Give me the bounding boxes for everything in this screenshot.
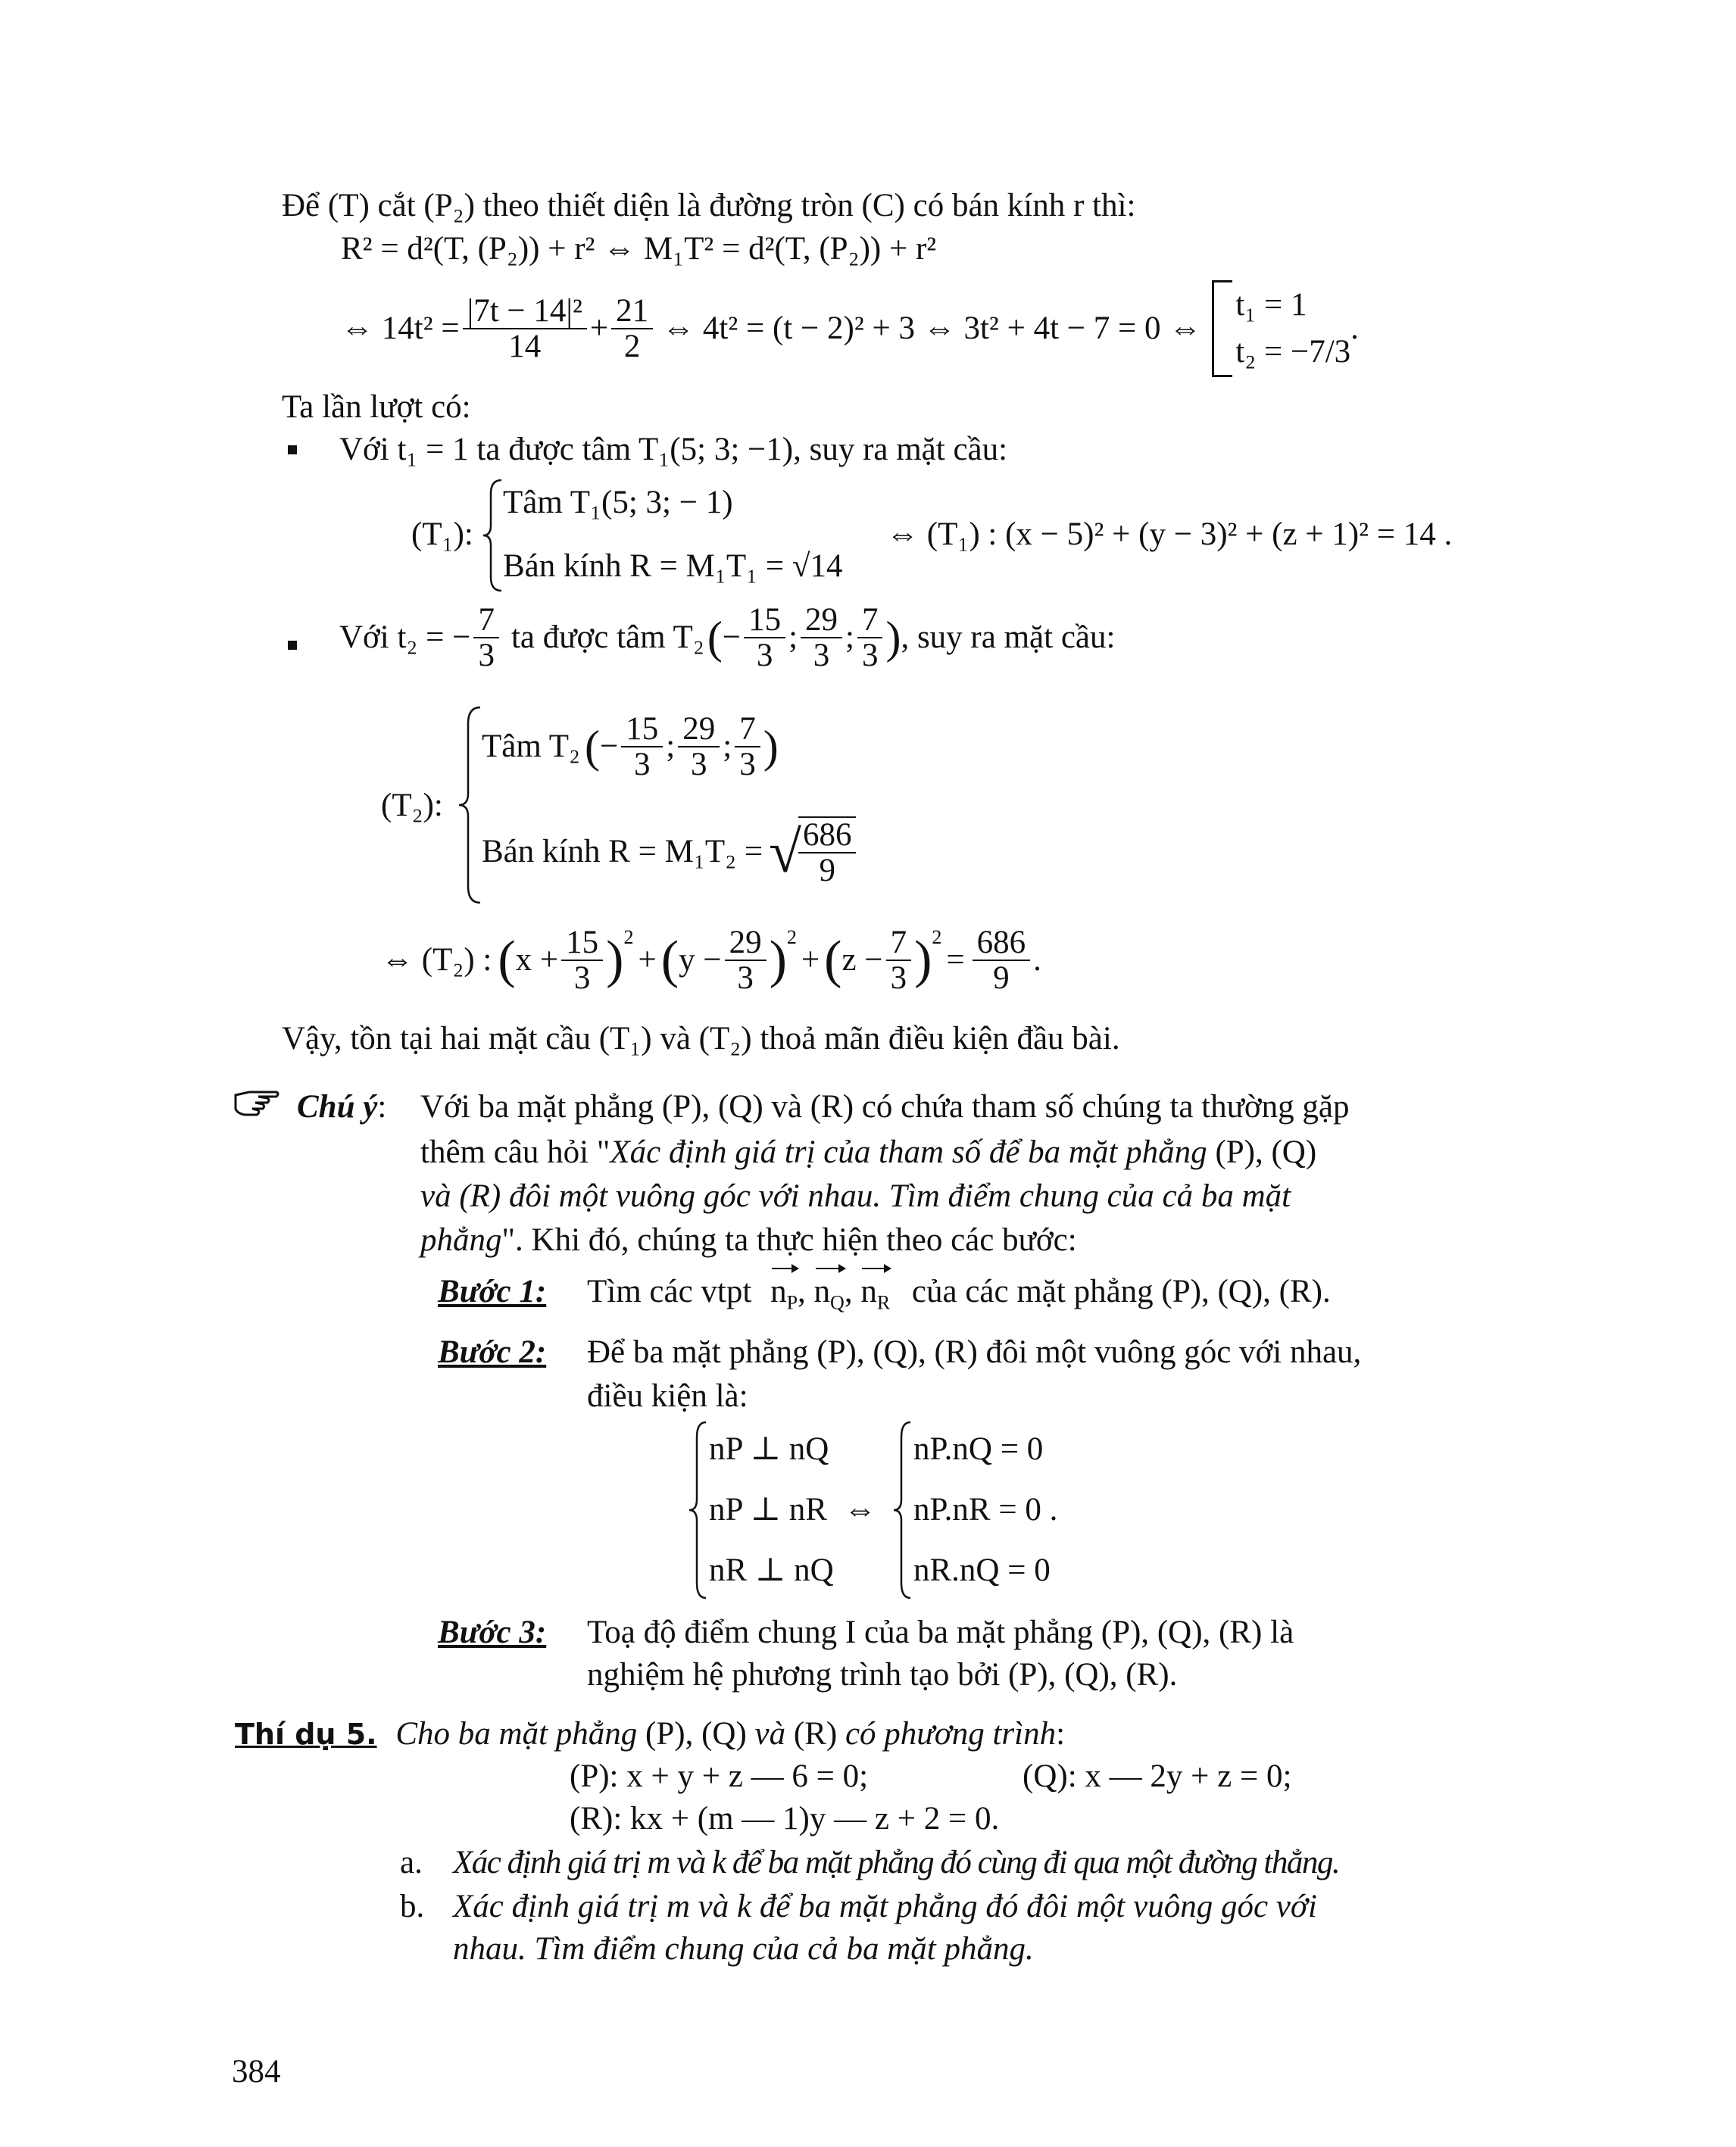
t2r-num: 686	[798, 818, 857, 853]
plus-1: +	[638, 942, 657, 978]
ex-intro-c: và	[754, 1716, 786, 1752]
note-l2-a: thêm câu hỏi "	[420, 1134, 610, 1170]
case2-suffix: , suy ra mặt cầu:	[901, 619, 1116, 656]
t2rhs-num: 686	[973, 925, 1031, 961]
t2c2-den: 3	[690, 747, 707, 783]
step1-text: Tìm các vtpt $n_P$, $n_Q$, $n_R$ của các mặt phẳng (P), (Q), (R).	[587, 1274, 1331, 1314]
case1-line: Với t₁ = 1 ta được tâm T₁(5; 3; −1), suy ra mặt cầu:	[339, 432, 1008, 467]
note-line-2	[420, 1133, 1316, 1172]
eq2-case2: t₂ = −7/3	[1235, 334, 1351, 370]
t2c1-den: 3	[634, 747, 651, 783]
eq2-case-bracket	[1212, 280, 1232, 377]
step2-left-brace	[688, 1421, 709, 1599]
t2-term-2-frac	[725, 925, 767, 995]
t2-open-paren: (	[585, 722, 601, 772]
question-b-label: b.	[400, 1889, 425, 1924]
note-colon: :	[377, 1089, 387, 1125]
case2-coord-3-frac	[857, 603, 883, 672]
t2-close-paren: )	[763, 722, 779, 772]
ex-intro-e: có phương trình	[845, 1716, 1057, 1752]
t2-term-3-close: )	[914, 931, 932, 990]
step1-label: Bước 1:	[438, 1274, 547, 1309]
t2-radius-frac	[798, 816, 857, 888]
t2-minus: −	[600, 729, 619, 765]
t2-label: (T₂):	[381, 788, 443, 823]
ex-intro-f: :	[1056, 1716, 1066, 1752]
t1-label: (T₁):	[411, 516, 473, 552]
t2t1-den: 3	[573, 960, 591, 997]
ex-intro-b: (P), (Q)	[645, 1716, 747, 1752]
note-label: Chú ý	[297, 1089, 378, 1125]
t2-term-3-open: (	[824, 931, 842, 990]
case2-t2-fraction	[473, 603, 499, 672]
t1-radius: Bán kính R = M₁T₁ = √14	[503, 548, 843, 584]
note-label-line	[297, 1088, 386, 1127]
eq2-left: ⇔ 14t² =	[341, 311, 460, 347]
c2c3-den: 3	[861, 638, 879, 674]
t2-term-1-var: x +	[515, 942, 559, 978]
eq2-case1: t₁ = 1	[1235, 286, 1307, 323]
t2-term-1-open: (	[498, 931, 516, 990]
eq2-frac1-num: |7t − 14|²	[463, 294, 587, 329]
ta-lan-luot: Ta lần lượt có:	[282, 389, 471, 425]
equation-14t2	[341, 280, 1359, 377]
step2-right-brace	[892, 1421, 913, 1599]
t2-term-1-close: )	[606, 931, 624, 990]
eq2-frac2-num: 21	[611, 294, 653, 329]
t2-term-2-close: )	[769, 931, 787, 990]
example-5-line	[235, 1715, 1065, 1754]
t2t1-num: 15	[561, 925, 603, 961]
sq3: 2	[932, 926, 942, 948]
step2-left-1: nP ⊥ nQ	[709, 1431, 829, 1467]
t2-radius	[482, 816, 859, 888]
t1-equation: ⇔ (T₁) : (x − 5)² + (y − 3)² + (z + 1)² = 14 .	[886, 516, 1453, 552]
t2-center: Tâm T₂ ( − $\frac{15}{3}$ ; $\frac{29}{3}$ ; $\frac{7}{3}$ )	[482, 711, 779, 783]
page-number: 384	[232, 2054, 281, 2089]
t2c1-num: 15	[621, 712, 663, 747]
vector-nR: $n_R$	[860, 1274, 891, 1314]
step2-left-2: nP ⊥ nR	[709, 1492, 827, 1528]
step1-text-a: Tìm các vtpt	[587, 1274, 752, 1309]
bullet-case-2	[288, 641, 297, 650]
eq-dot: .	[1033, 942, 1041, 978]
sq2: 2	[786, 926, 797, 948]
t2c3-den: 3	[739, 747, 756, 783]
c2c2-den: 3	[813, 638, 830, 674]
question-a-text: Xác định giá trị m và k để ba mặt phẳng đó cùng đi qua một đường thẳng.	[453, 1845, 1340, 1880]
note-l4-a: phẳng	[420, 1222, 502, 1258]
case2-line: Với t₂ = − $\frac{7}{3}$ ta được tâm T₂ ( − $\frac{15}{3}$ ; $\frac{29}{3}$ ; $\frac{7}{3}$ ) , suy ra mặt cầu:	[339, 602, 1116, 674]
step3-line-2: nghiệm hệ phương trình tạo bởi (P), (Q), (R).	[587, 1657, 1178, 1693]
note-line-4	[420, 1221, 1077, 1260]
t2t3-den: 3	[890, 960, 907, 997]
eq2-rest: ⇔ 4t² = (t − 2)² + 3 ⇔ 3t² + 4t − 7 = 0 ⇔	[662, 311, 1202, 347]
eq2-dot: .	[1350, 311, 1359, 347]
t2-equation	[381, 925, 1041, 995]
question-b-line-1: Xác định giá trị m và k để ba mặt phẳng đó đôi một vuông góc với	[453, 1889, 1317, 1924]
t2-term-3-var: z −	[841, 942, 883, 978]
step2-left-3: nR ⊥ nQ	[709, 1553, 834, 1588]
pointing-hand-icon	[233, 1088, 281, 1128]
conclusion: Vậy, tồn tại hai mặt cầu (T₁) và (T₂) thoả mãn điều kiện đầu bài.	[282, 1021, 1120, 1056]
eq2-plus: +	[589, 311, 609, 347]
t2-c1	[621, 712, 663, 782]
ex-intro-a: Cho ba mặt phẳng	[395, 1716, 638, 1752]
eq2-frac1-den: 14	[508, 329, 542, 364]
t2-term-2-open: (	[660, 931, 679, 990]
plus-2: +	[801, 942, 820, 978]
step1-text-b: của các mặt phẳng (P), (Q), (R).	[911, 1274, 1331, 1309]
vector-nP: $n_P$	[770, 1274, 798, 1314]
t2c3-num: 7	[735, 712, 760, 747]
c2c3-num: 7	[857, 603, 883, 638]
bullet-case-1	[288, 445, 297, 454]
t2-rhs-frac	[973, 925, 1031, 995]
t2-c3	[735, 712, 760, 782]
step3-label: Bước 3:	[438, 1615, 547, 1650]
eq2-frac2-den: 2	[623, 329, 641, 364]
t2-term-3-frac	[886, 925, 912, 995]
t2-center-prefix: Tâm T₂	[482, 729, 581, 765]
case2-close-paren: )	[885, 613, 901, 663]
eq2-fraction-2	[611, 294, 653, 364]
note-line-3: và (R) đôi một vuông góc với nhau. Tìm điểm chung của cả ba mặt	[420, 1178, 1291, 1214]
example-label: Thí dụ 5.	[235, 1718, 377, 1751]
step2-line-1: Để ba mặt phẳng (P), (Q), (R) đôi một vuông góc với nhau,	[587, 1334, 1362, 1370]
case2-coords: (	[707, 613, 723, 663]
case2-t2-num: 7	[473, 603, 499, 638]
case2-mid: ta được tâm T₂	[510, 619, 704, 656]
sq1: 2	[623, 926, 634, 948]
t2-term-2-var: y −	[679, 942, 722, 978]
c2c1-num: 15	[744, 603, 785, 638]
t1-brace	[482, 479, 504, 592]
sqrt-sign: √	[769, 819, 801, 885]
ex-intro-d: (R)	[793, 1716, 838, 1752]
case2-coord-2-frac	[801, 603, 842, 672]
t2t3-num: 7	[886, 925, 912, 961]
t2rhs-den: 9	[993, 960, 1010, 997]
equals: =	[946, 942, 965, 978]
t2r-den: 9	[819, 853, 835, 889]
step2-right-2: nP.nR = 0 .	[913, 1492, 1058, 1528]
step2-equiv: ⇔	[844, 1492, 876, 1528]
t2-radius-prefix: Bán kính R = M₁T₂ =	[482, 834, 763, 870]
question-b-line-2: nhau. Tìm điểm chung của cả ba mặt phẳng.	[453, 1931, 1034, 1967]
equation-P: (P): x + y + z — 6 = 0;	[570, 1758, 869, 1794]
note-line-1: Với ba mặt phẳng (P), (Q) và (R) có chứa tham số chúng ta thường gặp	[420, 1089, 1350, 1125]
equation-R: (R): kx + (m — 1)y — z + 2 = 0.	[570, 1801, 1000, 1836]
case2-prefix: Với t₂ = −	[339, 619, 471, 656]
note-l2-c: (P), (Q)	[1207, 1134, 1317, 1170]
t2-c2	[678, 712, 720, 782]
equation-Q: (Q): x — 2y + z = 0;	[1023, 1758, 1292, 1794]
t2c2-num: 29	[678, 712, 720, 747]
c2c1-den: 3	[756, 638, 773, 674]
eq2-fraction-1	[463, 294, 587, 364]
case2-coord-1: −	[722, 619, 742, 656]
case2-t2-den: 3	[478, 638, 495, 674]
intro-line: Để (T) cắt (P₂) theo thiết diện là đường tròn (C) có bán kính r thì:	[282, 188, 1136, 223]
step3-line-1: Toạ độ điểm chung I của ba mặt phẳng (P), (Q), (R) là	[587, 1615, 1294, 1650]
vector-nQ: $n_Q$	[813, 1274, 845, 1314]
t2t2-num: 29	[725, 925, 767, 961]
t2t2-den: 3	[737, 960, 754, 997]
c2c2-num: 29	[801, 603, 842, 638]
step2-line-2: điều kiện là:	[587, 1378, 748, 1414]
t2-eq-prefix: ⇔ (T₂) :	[381, 942, 492, 978]
note-l2-b: Xác định giá trị của tham số để ba mặt phẳng	[610, 1134, 1207, 1170]
step2-label: Bước 2:	[438, 1334, 547, 1370]
t2-term-1-frac	[561, 925, 603, 995]
t2-brace	[457, 706, 483, 904]
note-l4-b: ". Khi đó, chúng ta thực hiện theo các bước:	[501, 1222, 1077, 1258]
t1-center: Tâm T₁(5; 3; − 1)	[503, 485, 733, 520]
step2-right-1: nP.nQ = 0	[913, 1431, 1044, 1467]
question-a-label: a.	[400, 1845, 423, 1880]
step2-right-3: nR.nQ = 0	[913, 1553, 1051, 1588]
equation-r-squared: R² = d²(T, (P₂)) + r² ⇔ M₁T² = d²(T, (P₂)) + r²	[341, 231, 937, 267]
case2-coord-1-frac	[744, 603, 785, 672]
